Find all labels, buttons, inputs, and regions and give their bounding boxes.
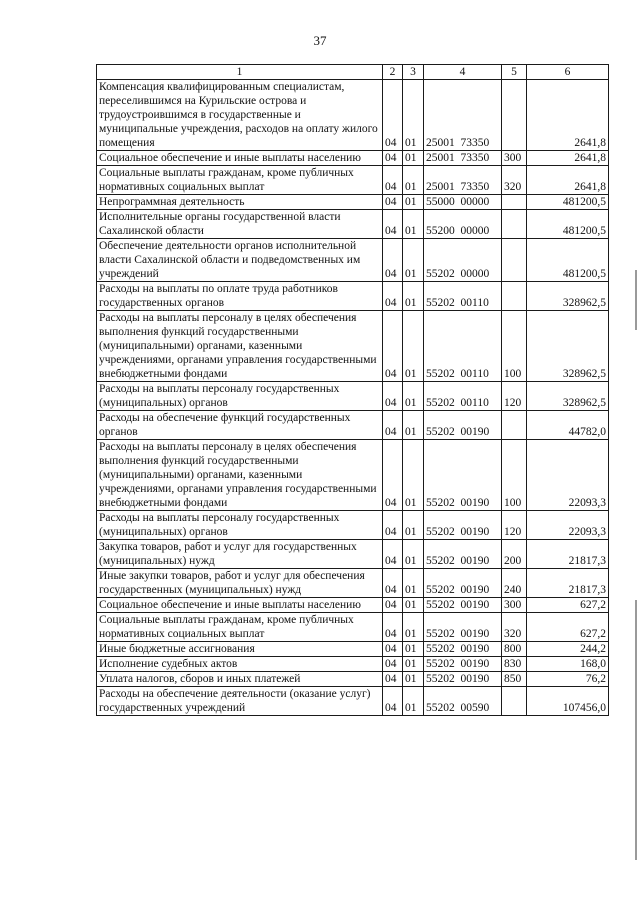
- subsection-code-cell: 01: [403, 672, 424, 687]
- table-row: [97, 166, 609, 195]
- section-code-cell: 04: [383, 613, 403, 642]
- target-article-code-cell: 55000 00000: [424, 195, 502, 210]
- row-name-cell: Социальное обеспечение и иные выплаты населению: [97, 151, 383, 166]
- table-row: [97, 282, 609, 311]
- col-header: 3: [403, 65, 424, 80]
- target-article-code-cell: 55202 00190: [424, 598, 502, 613]
- target-article-code-cell: 55202 00190: [424, 672, 502, 687]
- subsection-code-cell: 01: [403, 511, 424, 540]
- table-row: [97, 239, 609, 282]
- amount-cell: 328962,5: [527, 282, 609, 311]
- col-header: 4: [424, 65, 502, 80]
- row-name-cell: Иные закупки товаров, работ и услуг для обеспечения государственных (муниципальных) нужд: [97, 569, 383, 598]
- subsection-code-cell: 01: [403, 411, 424, 440]
- target-article-code-cell: 55202 00190: [424, 540, 502, 569]
- target-article-code-cell: 55202 00000: [424, 239, 502, 282]
- table-row: [97, 687, 609, 716]
- target-article-code-cell: 25001 73350: [424, 166, 502, 195]
- target-article-code-cell: 55202 00190: [424, 642, 502, 657]
- expense-type-code-cell: 800: [502, 642, 527, 657]
- subsection-code-cell: 01: [403, 382, 424, 411]
- amount-cell: 107456,0: [527, 687, 609, 716]
- expense-type-code-cell: 200: [502, 540, 527, 569]
- amount-cell: 168,0: [527, 657, 609, 672]
- row-name-cell: Расходы на выплаты персоналу государственных (муниципальных) органов: [97, 382, 383, 411]
- section-code-cell: 04: [383, 411, 403, 440]
- section-code-cell: 04: [383, 598, 403, 613]
- section-code-cell: 04: [383, 511, 403, 540]
- section-code-cell: 04: [383, 672, 403, 687]
- table-row: [97, 598, 609, 613]
- section-code-cell: 04: [383, 540, 403, 569]
- subsection-code-cell: 01: [403, 151, 424, 166]
- section-code-cell: 04: [383, 195, 403, 210]
- amount-cell: 2641,8: [527, 80, 609, 151]
- amount-cell: 44782,0: [527, 411, 609, 440]
- expense-type-code-cell: 120: [502, 511, 527, 540]
- amount-cell: 481200,5: [527, 210, 609, 239]
- table-row: [97, 540, 609, 569]
- target-article-code-cell: 25001 73350: [424, 80, 502, 151]
- subsection-code-cell: 01: [403, 440, 424, 511]
- amount-cell: 627,2: [527, 613, 609, 642]
- table-row: [97, 311, 609, 382]
- row-name-cell: Социальные выплаты гражданам, кроме публичных нормативных социальных выплат: [97, 613, 383, 642]
- subsection-code-cell: 01: [403, 166, 424, 195]
- target-article-code-cell: 55202 00190: [424, 411, 502, 440]
- row-name-cell: Исполнение судебных актов: [97, 657, 383, 672]
- table-row: [97, 440, 609, 511]
- row-name-cell: Обеспечение деятельности органов исполнительной власти Сахалинской области и подведомственных им учреждений: [97, 239, 383, 282]
- col-header: 1: [97, 65, 383, 80]
- subsection-code-cell: 01: [403, 569, 424, 598]
- amount-cell: 21817,3: [527, 569, 609, 598]
- table-row: [97, 511, 609, 540]
- row-name-cell: Непрограммная деятельность: [97, 195, 383, 210]
- subsection-code-cell: 01: [403, 195, 424, 210]
- expense-type-code-cell: 320: [502, 613, 527, 642]
- target-article-code-cell: 55202 00190: [424, 511, 502, 540]
- page-number: 37: [313, 33, 327, 48]
- expense-type-code-cell: [502, 411, 527, 440]
- section-code-cell: 04: [383, 687, 403, 716]
- target-article-code-cell: 55202 00110: [424, 282, 502, 311]
- subsection-code-cell: 01: [403, 642, 424, 657]
- row-name-cell: Расходы на обеспечение деятельности (оказание услуг) государственных учреждений: [97, 687, 383, 716]
- section-code-cell: 04: [383, 282, 403, 311]
- target-article-code-cell: 55202 00190: [424, 657, 502, 672]
- amount-cell: 328962,5: [527, 382, 609, 411]
- target-article-code-cell: 55202 00190: [424, 569, 502, 598]
- amount-cell: 2641,8: [527, 151, 609, 166]
- subsection-code-cell: 01: [403, 657, 424, 672]
- row-name-cell: Социальные выплаты гражданам, кроме публичных нормативных социальных выплат: [97, 166, 383, 195]
- table-row: [97, 382, 609, 411]
- subsection-code-cell: 01: [403, 598, 424, 613]
- table-row: [97, 657, 609, 672]
- header-row: [97, 65, 609, 80]
- expense-type-code-cell: 120: [502, 382, 527, 411]
- expense-type-code-cell: [502, 282, 527, 311]
- row-name-cell: Расходы на выплаты персоналу в целях обеспечения выполнения функций государственными (муниципальными) органами, казенными учреждениями, органами управления государственными внебюджетными фондами: [97, 440, 383, 511]
- table-row: [97, 80, 609, 151]
- table-row: [97, 672, 609, 687]
- subsection-code-cell: 01: [403, 540, 424, 569]
- target-article-code-cell: 25001 73350: [424, 151, 502, 166]
- amount-cell: 244,2: [527, 642, 609, 657]
- expense-type-code-cell: 300: [502, 598, 527, 613]
- amount-cell: 76,2: [527, 672, 609, 687]
- amount-cell: 481200,5: [527, 239, 609, 282]
- amount-cell: 328962,5: [527, 311, 609, 382]
- target-article-code-cell: 55202 00110: [424, 382, 502, 411]
- row-name-cell: Расходы на выплаты персоналу государственных (муниципальных) органов: [97, 511, 383, 540]
- row-name-cell: Уплата налогов, сборов и иных платежей: [97, 672, 383, 687]
- row-name-cell: Расходы на выплаты персоналу в целях обеспечения выполнения функций государственными (муниципальными) органами, казенными учреждениями, органами управления государственными внебюджетными фондами: [97, 311, 383, 382]
- row-name-cell: Расходы на обеспечение функций государственных органов: [97, 411, 383, 440]
- section-code-cell: 04: [383, 382, 403, 411]
- row-name-cell: Расходы на выплаты по оплате труда работников государственных органов: [97, 282, 383, 311]
- expense-type-code-cell: [502, 210, 527, 239]
- target-article-code-cell: 55200 00000: [424, 210, 502, 239]
- table-row: [97, 151, 609, 166]
- table-row: [97, 195, 609, 210]
- section-code-cell: 04: [383, 311, 403, 382]
- table-row: [97, 642, 609, 657]
- col-header: 6: [527, 65, 609, 80]
- table-row: [97, 210, 609, 239]
- section-code-cell: 04: [383, 210, 403, 239]
- table-row: [97, 613, 609, 642]
- expense-type-code-cell: 100: [502, 440, 527, 511]
- expense-type-code-cell: 830: [502, 657, 527, 672]
- section-code-cell: 04: [383, 440, 403, 511]
- section-code-cell: 04: [383, 657, 403, 672]
- subsection-code-cell: 01: [403, 311, 424, 382]
- amount-cell: 481200,5: [527, 195, 609, 210]
- budget-table: [96, 64, 609, 716]
- expense-type-code-cell: [502, 80, 527, 151]
- section-code-cell: 04: [383, 239, 403, 282]
- subsection-code-cell: 01: [403, 282, 424, 311]
- amount-cell: 22093,3: [527, 511, 609, 540]
- expense-type-code-cell: [502, 239, 527, 282]
- target-article-code-cell: 55202 00190: [424, 440, 502, 511]
- subsection-code-cell: 01: [403, 687, 424, 716]
- expense-type-code-cell: 240: [502, 569, 527, 598]
- section-code-cell: 04: [383, 166, 403, 195]
- amount-cell: 21817,3: [527, 540, 609, 569]
- col-header: 5: [502, 65, 527, 80]
- subsection-code-cell: 01: [403, 210, 424, 239]
- scan-edge-mark: [635, 270, 637, 330]
- row-name-cell: Компенсация квалифицированным специалистам, переселившимся на Курильские острова и трудоустроившимся в государственные и муниципальные учреждения, расходов на оплату жилого помещения: [97, 80, 383, 151]
- table-row: [97, 411, 609, 440]
- table-row: [97, 569, 609, 598]
- subsection-code-cell: 01: [403, 80, 424, 151]
- amount-cell: 2641,8: [527, 166, 609, 195]
- amount-cell: 22093,3: [527, 440, 609, 511]
- row-name-cell: Социальное обеспечение и иные выплаты населению: [97, 598, 383, 613]
- expense-type-code-cell: [502, 687, 527, 716]
- row-name-cell: Закупка товаров, работ и услуг для государственных (муниципальных) нужд: [97, 540, 383, 569]
- section-code-cell: 04: [383, 569, 403, 598]
- target-article-code-cell: 55202 00190: [424, 613, 502, 642]
- section-code-cell: 04: [383, 151, 403, 166]
- expense-type-code-cell: 320: [502, 166, 527, 195]
- expense-type-code-cell: [502, 195, 527, 210]
- scan-edge-mark: [635, 600, 637, 860]
- section-code-cell: 04: [383, 642, 403, 657]
- target-article-code-cell: 55202 00110: [424, 311, 502, 382]
- col-header: 2: [383, 65, 403, 80]
- expense-type-code-cell: 100: [502, 311, 527, 382]
- subsection-code-cell: 01: [403, 239, 424, 282]
- section-code-cell: 04: [383, 80, 403, 151]
- amount-cell: 627,2: [527, 598, 609, 613]
- row-name-cell: Исполнительные органы государственной власти Сахалинской области: [97, 210, 383, 239]
- row-name-cell: Иные бюджетные ассигнования: [97, 642, 383, 657]
- expense-type-code-cell: 850: [502, 672, 527, 687]
- subsection-code-cell: 01: [403, 613, 424, 642]
- expense-type-code-cell: 300: [502, 151, 527, 166]
- target-article-code-cell: 55202 00590: [424, 687, 502, 716]
